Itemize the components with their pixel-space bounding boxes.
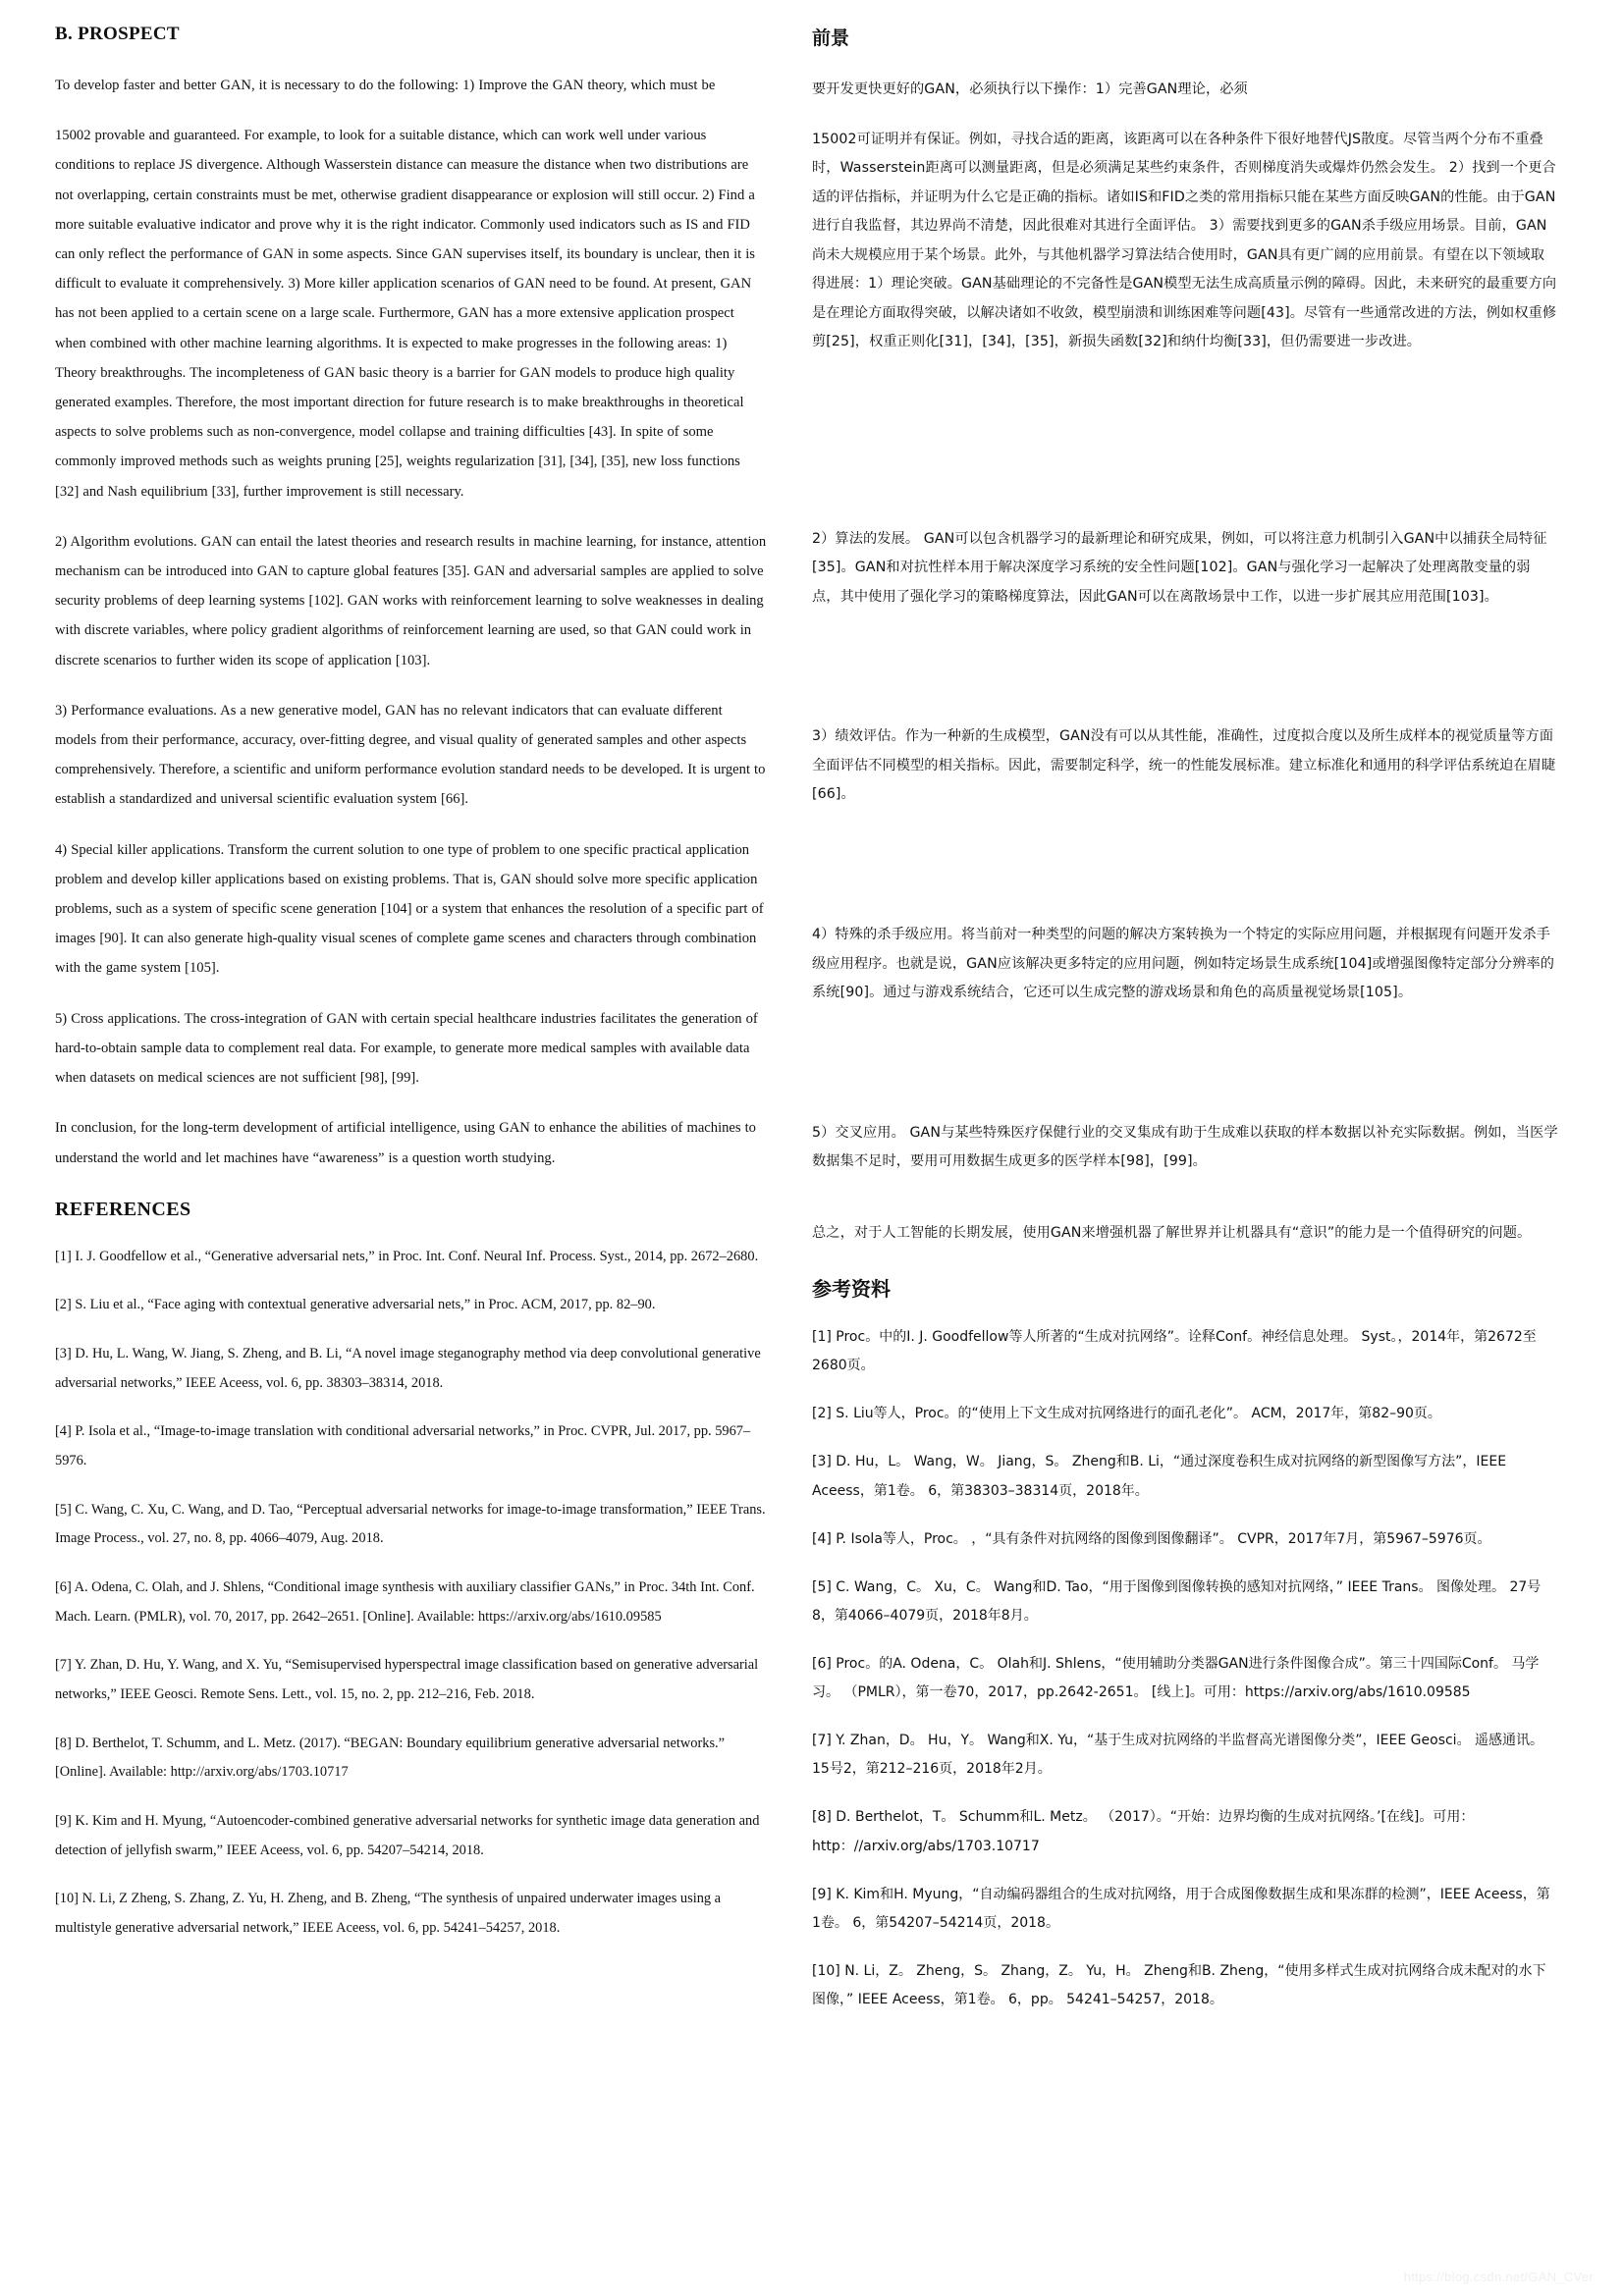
reference-item-zh: [4] P. Isola等人，Proc。 ，“具有条件对抗网络的图像到图像翻译”。 CVPR，2017年7月，第5967–5976页。 — [812, 1530, 1491, 1547]
references-heading-zh: 参考资料 — [812, 1277, 891, 1302]
reference-item-zh: [3] D. Hu，L。 Wang，W。 Jiang，S。 Zheng和B. Li，“通过深度卷积生成对抗网络的新型图像写方法”，IEEE Aceess，第1卷。 6，第38303–38314页，2018年。 — [812, 1454, 1507, 1499]
reference-item: [9] K. Kim and H. Myung, “Autoencoder-combined generative adversarial networks for synthetic image data generation and detection of jellyfish swarm,” IEEE Aceess, vol. 6, pp. 54207–54214, 2018. — [55, 1813, 760, 1858]
reference-item-zh: [8] D. Berthelot，T。 Schumm和L. Metz。 （2017）。“开始：边界均衡的生成对抗网络。’[在线]。可用：http：//arxiv.org/abs/1703.10717 — [812, 1809, 1475, 1854]
page-title-zh: 前景 — [812, 27, 850, 49]
paragraph-cross-applications-zh: 5）交叉应用。 GAN与某些特殊医疗保健行业的交叉集成有助于生成难以获取的样本数据以补充实际数据。例如，当医学数据集不足时，要用可用数据生成更多的医学样本[98]，[99]。 — [812, 1124, 1558, 1170]
reference-item-zh: [1] Proc。中的I. J. Goodfellow等人所著的“生成对抗网络”。诠释Conf。神经信息处理。 Syst。，2014年，第2672至2680页。 — [812, 1329, 1537, 1374]
reference-item-zh: [9] K. Kim和H. Myung，“自动编码器组合的生成对抗网络，用于合成图像数据生成和果冻群的检测”，IEEE Aceess，第1卷。 6，第54207–54214页，2018。 — [812, 1886, 1550, 1931]
chinese-column — [812, 24, 1558, 2034]
paragraph-intro: To develop faster and better GAN, it is necessary to do the following: 1) Improve the GAN theory, which must be — [55, 78, 716, 93]
column-gap-spacer — [812, 1029, 1558, 1119]
column-gap-spacer — [812, 1198, 1558, 1219]
reference-item: [5] C. Wang, C. Xu, C. Wang, and D. Tao, “Perceptual adversarial networks for image-to-image transformation,” IEEE Trans. Image Process., vol. 27, no. 8, pp. 4066–4079, Aug. 2018. — [55, 1501, 766, 1547]
english-column — [55, 24, 767, 1963]
reference-item-zh: [6] Proc。的A. Odena，C。 Olah和J. Shlens，“使用辅助分类器GAN进行条件图像合成”。第三十四国际Conf。 马学习。 （PMLR），第一卷70，2017，pp.2642-2651。 [线上]。可用：https://arxiv.org/abs/1610.09585 — [812, 1656, 1540, 1701]
reference-item: [2] S. Liu et al., “Face aging with contextual generative adversarial nets,” in Proc. ACM, 2017, pp. 82–90. — [55, 1297, 656, 1313]
paragraph-algorithm-evolutions-zh: 2）算法的发展。 GAN可以包含机器学习的最新理论和研究成果，例如，可以将注意力机制引入GAN中以捕获全局特征[35]。GAN和对抗性样本用于解决深度学习系统的安全性问题[102]。GAN与强化学习一起解决了处理离散变量的弱点，其中使用了强化学习的策略梯度算法，因此GAN可以在离散场景中工作，以进一步扩展其应用范围[103]。 — [812, 530, 1547, 605]
reference-item-zh: [7] Y. Zhan，D。 Hu，Y。 Wang和X. Yu，“基于生成对抗网络的半监督高光谱图像分类”，IEEE Geosci。 遥感通讯。 15号2，第212–216页，2018年2月。 — [812, 1733, 1544, 1778]
reference-item: [1] I. J. Goodfellow et al., “Generative adversarial nets,” in Proc. Int. Conf. Neural Inf. Process. Syst., 2014, pp. 2672–2680. — [55, 1248, 759, 1264]
paragraph-special-killer-applications-zh: 4）特殊的杀手级应用。将当前对一种类型的问题的解决方案转换为一个特定的实际应用问题，并根据现有问题开发杀手级应用程序。也就是说，GAN应该解决更多特定的应用问题，例如特定场景生成系统[104]或增强图像特定部分分辨率的系统[90]。通过与游戏系统结合，它还可以生成完整的游戏场景和角色的高质量视觉场景[105]。 — [812, 926, 1555, 1001]
paragraph-theory-zh: 15002可证明并有保证。例如，寻找合适的距离，该距离可以在各种条件下很好地替代JS散度。尽管当两个分布不重叠时，Wasserstein距离可以测量距离，但是必须满足某些约束条件，否则梯度消失或爆炸仍然会发生。 2）找到一个更合适的评估指标，并证明为什么它是正确的指标。诸如IS和FID之类的常用指标只能在某些方面反映GAN的性能。由于GAN进行自我监督，其边界尚不清楚，因此很难对其进行全面评估。 3）需要找到更多的GAN杀手级应用场景。目前，GAN尚未大规模应用于某个场景。此外，与其他机器学习算法结合使用时，GAN具有更广阔的应用前景。有望在以下领域取得进展：1）理论突破。GAN基础理论的不完备性是GAN模型无法生成高质量示例的障碍。因此，未来研究的最重要方向是在理论方面取得突破，以解决诸如不收敛，模型崩溃和训练困难等问题[43]。尽管有一些通常改进的方法，例如权重修剪[25]，权重正则化[31]，[34]，[35]，新损失函数[32]和纳什均衡[33]，但仍需要进一步改进。 — [812, 131, 1557, 350]
reference-item: [8] D. Berthelot, T. Schumm, and L. Metz. (2017). “BEGAN: Boundary equilibrium generative adversarial networks.” [Online]. Available: http://arxiv.org/abs/1703.10717 — [55, 1735, 726, 1781]
paragraph-intro-zh: 要开发更快更好的GAN，必须执行以下操作：1）完善GAN理论，必须 — [812, 81, 1248, 97]
watermark: https://blog.csdn.net/GAN_CVer — [1403, 2269, 1594, 2284]
column-gap-spacer — [812, 830, 1558, 921]
paragraph-theory: 15002 provable and guaranteed. For example, to look for a suitable distance, which can work well under various conditions to replace JS divergence. Although Wasserstein distance can measure the distance when two distributions are not overlapping, certain constraints must be met, otherwise gradient disappearance or explosion will still occur. 2) Find a more suitable evaluative indicator and prove why it is the right indicator. Commonly used indicators such as IS and FID can only reflect the performance of GAN in some aspects. Since GAN supervises itself, its boundary is unclear, then it is difficult to evaluate it comprehensively. 3) More killer application scenarios of GAN need to be found. At present, GAN has not been applied to a certain scene on a large scale. Furthermore, GAN has a more extensive application prospect when combined with other machine learning algorithms. It is expected to make progresses in the following areas: 1) Theory breakthroughs. The incompleteness of GAN basic theory is a barrier for GAN models to produce high quality generated examples. Therefore, the most important direction for future research is to make breakthroughs in theoretical aspects to solve problems such as non-convergence, model collapse and training difficulties [43]. In spite of some commonly improved methods such as weights pruning [25], weights regularization [31], [34], [35], new loss functions [32] and Nash equilibrium [33], further improvement is still necessary. — [55, 128, 755, 500]
reference-item: [3] D. Hu, L. Wang, W. Jiang, S. Zheng, and B. Li, “A novel image steganography method via deep convolutional generative adversarial networks,” IEEE Aceess, vol. 6, pp. 38303–38314, 2018. — [55, 1346, 761, 1391]
column-gap-spacer — [812, 378, 1558, 525]
paragraph-special-killer-applications: 4) Special killer applications. Transform the current solution to one type of problem to one specific practical application problem and develop killer applications based on existing problems. That is, GAN should solve more specific application problems, such as a system of specific scene generation [104] or a system that enhances the resolution of a specific part of images [90]. It can also generate high-quality visual scenes of complete game scenes and characters through combination with the game system [105]. — [55, 841, 764, 977]
reference-item: [10] N. Li, Z Zheng, S. Zhang, Z. Yu, H. Zheng, and B. Zheng, “The synthesis of unpaired underwater images using a multistyle generative adversarial network,” IEEE Aceess, vol. 6, pp. 54241–54257, 2018. — [55, 1891, 722, 1937]
paragraph-performance-evaluations-zh: 3）绩效评估。作为一种新的生成模型，GAN没有可以从其性能，准确性，过度拟合度以及所生成样本的视觉质量等方面全面评估不同模型的相关指标。因此，需要制定科学，统一的性能发展标准。建立标准化和通用的科学评估系统迫在眉睫[66]。 — [812, 728, 1556, 803]
references-heading: REFERENCES — [55, 1198, 191, 1220]
reference-item-zh: [10] N. Li，Z。 Zheng，S。 Zhang，Z。 Yu，H。 Zheng和B. Zheng，“使用多样式生成对抗网络合成未配对的水下图像，” IEEE Aceess，第1卷。 6，pp。 54241–54257，2018。 — [812, 1962, 1546, 2008]
reference-item: [4] P. Isola et al., “Image-to-image translation with conditional adversarial networks,” in Proc. CVPR, Jul. 2017, pp. 5967–5976. — [55, 1423, 751, 1469]
paragraph-performance-evaluations: 3) Performance evaluations. As a new generative model, GAN has no relevant indicators that can evaluate different models from their performance, accuracy, over-fitting degree, and visual quality of generated samples and other aspects comprehensively. Therefore, a scientific and uniform performance evolution standard needs to be developed. It is urgent to establish a standardized and universal scientific evaluation system [66]. — [55, 702, 766, 808]
reference-item: [6] A. Odena, C. Olah, and J. Shlens, “Conditional image synthesis with auxiliary classifier GANs,” in Proc. 34th Int. Conf. Mach. Learn. (PMLR), vol. 70, 2017, pp. 2642–2651. [Online]. Available: https://arxiv.org/abs/1610.09585 — [55, 1579, 755, 1625]
paragraph-conclusion-zh: 总之，对于人工智能的长期发展，使用GAN来增强机器了解世界并让机器具有“意识”的能力是一个值得研究的问题。 — [812, 1224, 1532, 1241]
column-gap-spacer — [812, 632, 1558, 722]
reference-item-zh: [5] C. Wang，C。 Xu，C。 Wang和D. Tao，“用于图像到图像转换的感知对抗网络，” IEEE Trans。 图像处理。 27号8，第4066–4079页，2018年8月。 — [812, 1578, 1542, 1624]
two-column-layout — [55, 24, 1586, 2034]
paragraph-cross-applications: 5) Cross applications. The cross-integration of GAN with certain special healthcare industries facilitates the generation of hard-to-obtain sample data to complement real data. For example, to generate more medical samples with available data when datasets on medical sciences are not sufficient [98], [99]. — [55, 1010, 758, 1087]
reference-item-zh: [2] S. Liu等人，Proc。的“使用上下文生成对抗网络进行的面孔老化”。 ACM，2017年，第82–90页。 — [812, 1406, 1441, 1422]
paragraph-conclusion: In conclusion, for the long-term development of artificial intelligence, using GAN to enhance the abilities of machines to understand the world and let machines have “awareness” is a question worth studying. — [55, 1120, 756, 1166]
page-title: B. PROSPECT — [55, 24, 180, 44]
reference-item: [7] Y. Zhan, D. Hu, Y. Wang, and X. Yu, “Semisupervised hyperspectral image classification based on generative adversarial networks,” IEEE Geosci. Remote Sens. Lett., vol. 15, no. 2, pp. 212–216, Feb. 2018. — [55, 1657, 759, 1703]
paragraph-algorithm-evolutions: 2) Algorithm evolutions. GAN can entail the latest theories and research results in machine learning, for instance, attention mechanism can be introduced into GAN to capture global features [35]. GAN and adversarial samples are applied to solve security problems of deep learning systems [102]. GAN works with reinforcement learning to solve weaknesses in dealing with discrete variables, where policy gradient algorithms of reinforcement learning are used, so that GAN could work in discrete scenarios to further widen its scope of application [103]. — [55, 533, 767, 668]
